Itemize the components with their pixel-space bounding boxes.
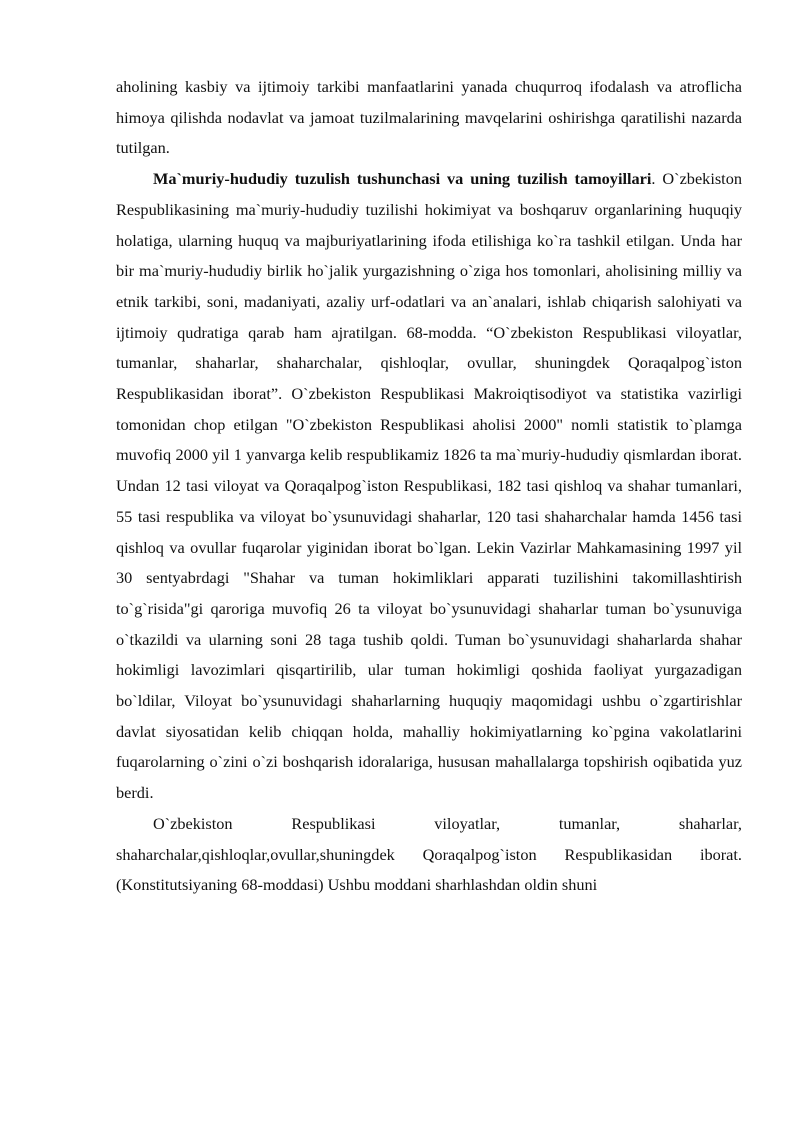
section-heading-period: . [651, 169, 656, 189]
document-page [116, 72, 742, 901]
section-heading: Ma`muriy-hududiy tuzulish tushunchasi va uning tuzilish tamoyillari [153, 169, 652, 189]
paragraph-administrative-structure [116, 164, 742, 809]
paragraph-intro-continuation: aholining kasbiy va ijtimoiy tarkibi manfaatlarini yanada chuqurroq ifodalash va atroflicha himoya qilishda nodavlat va jamoat tuzilmalarining mavqelarini oshirishga qaratilishi nazarda tutilgan. [116, 77, 742, 158]
paragraph-constitution-article: O`zbekiston Respublikasi viloyatlar, tumanlar, shaharlar, shaharchalar,qishloqlar,ovullar,shuningdek Qoraqalpog`iston Respublikasidan iborat.(Konstitutsiyaning 68-moddasi) Ushbu moddani sharhlashdan oldin shuni [116, 813, 742, 895]
paragraph-administrative-body: O`zbekiston Respublikasining ma`muriy-hududiy tuzilishi hokimiyat va boshqaruv organlarining huquqiy holatiga, ularning huquq va majburiyatlarining ifoda etilishiga ko`ra tashkil etilgan. Unda har bir ma`muriy-hududiy birlik ho`jalik yurgazishning o`ziga hos tomonlari, aholisining milliy va etnik tarkibi, soni, madaniyati, azaliy urf-odatlari va an`analari, ishlab chiqarish salohiyati va ijtimoiy qudratiga qarab ham ajratilgan. 68-modda. “O`zbekiston Respublikasi viloyatlar, tumanlar, shaharlar, shaharchalar, qishloqlar, ovullar, shuningdek Qoraqalpog`iston Respublikasidan iborat”. O`zbekiston Respublikasi Makroiqtisodiyot va statistika vazirligi tomonidan chop etilgan "O`zbekiston Respublikasi aholisi 2000" nomli statistik to`plamga muvofiq 2000 yil 1 yanvarga kelib respublikamiz 1826 ta ma`muriy-hududiy qismlardan iborat. Undan 12 tasi viloyat va Qoraqalpog`iston Respublikasi, 182 tasi qishloq va shahar tumanlari, 55 tasi respublika va viloyat bo`ysunuvidagi shaharlar, 120 tasi shaharchalar hamda 1456 tasi qishloq va ovullar fuqarolar yiginidan iborat bo`lgan. Lekin Vazirlar Mahkamasining 1997 yil 30 sentyabrdagi "Shahar va tuman hokimliklari apparati tuzilishini takomillashtirish to`g`risida"gi qaroriga muvofiq 26 ta viloyat bo`ysunuvidagi shaharlar tuman bo`ysunuviga o`tkazildi va ularning soni 28 taga tushib qoldi. Tuman bo`ysunuvidagi shaharlarda shahar hokimligi lavozimlari qisqartirilib, ular tuman hokimligi qoshida faoliyat yurgazadigan bo`ldilar, Viloyat bo`ysunuvidagi shaharlarning huquqiy maqomidagi ushbu o`zgartirishlar davlat siyosatidan kelib chiqqan holda, mahalliy hokimiyatlarning ko`pgina vakolatlarini fuqarolarning o`zini o`zi boshqarish idoralariga, hususan mahallalarga topshirish oqibatida yuz berdi. [116, 169, 742, 803]
